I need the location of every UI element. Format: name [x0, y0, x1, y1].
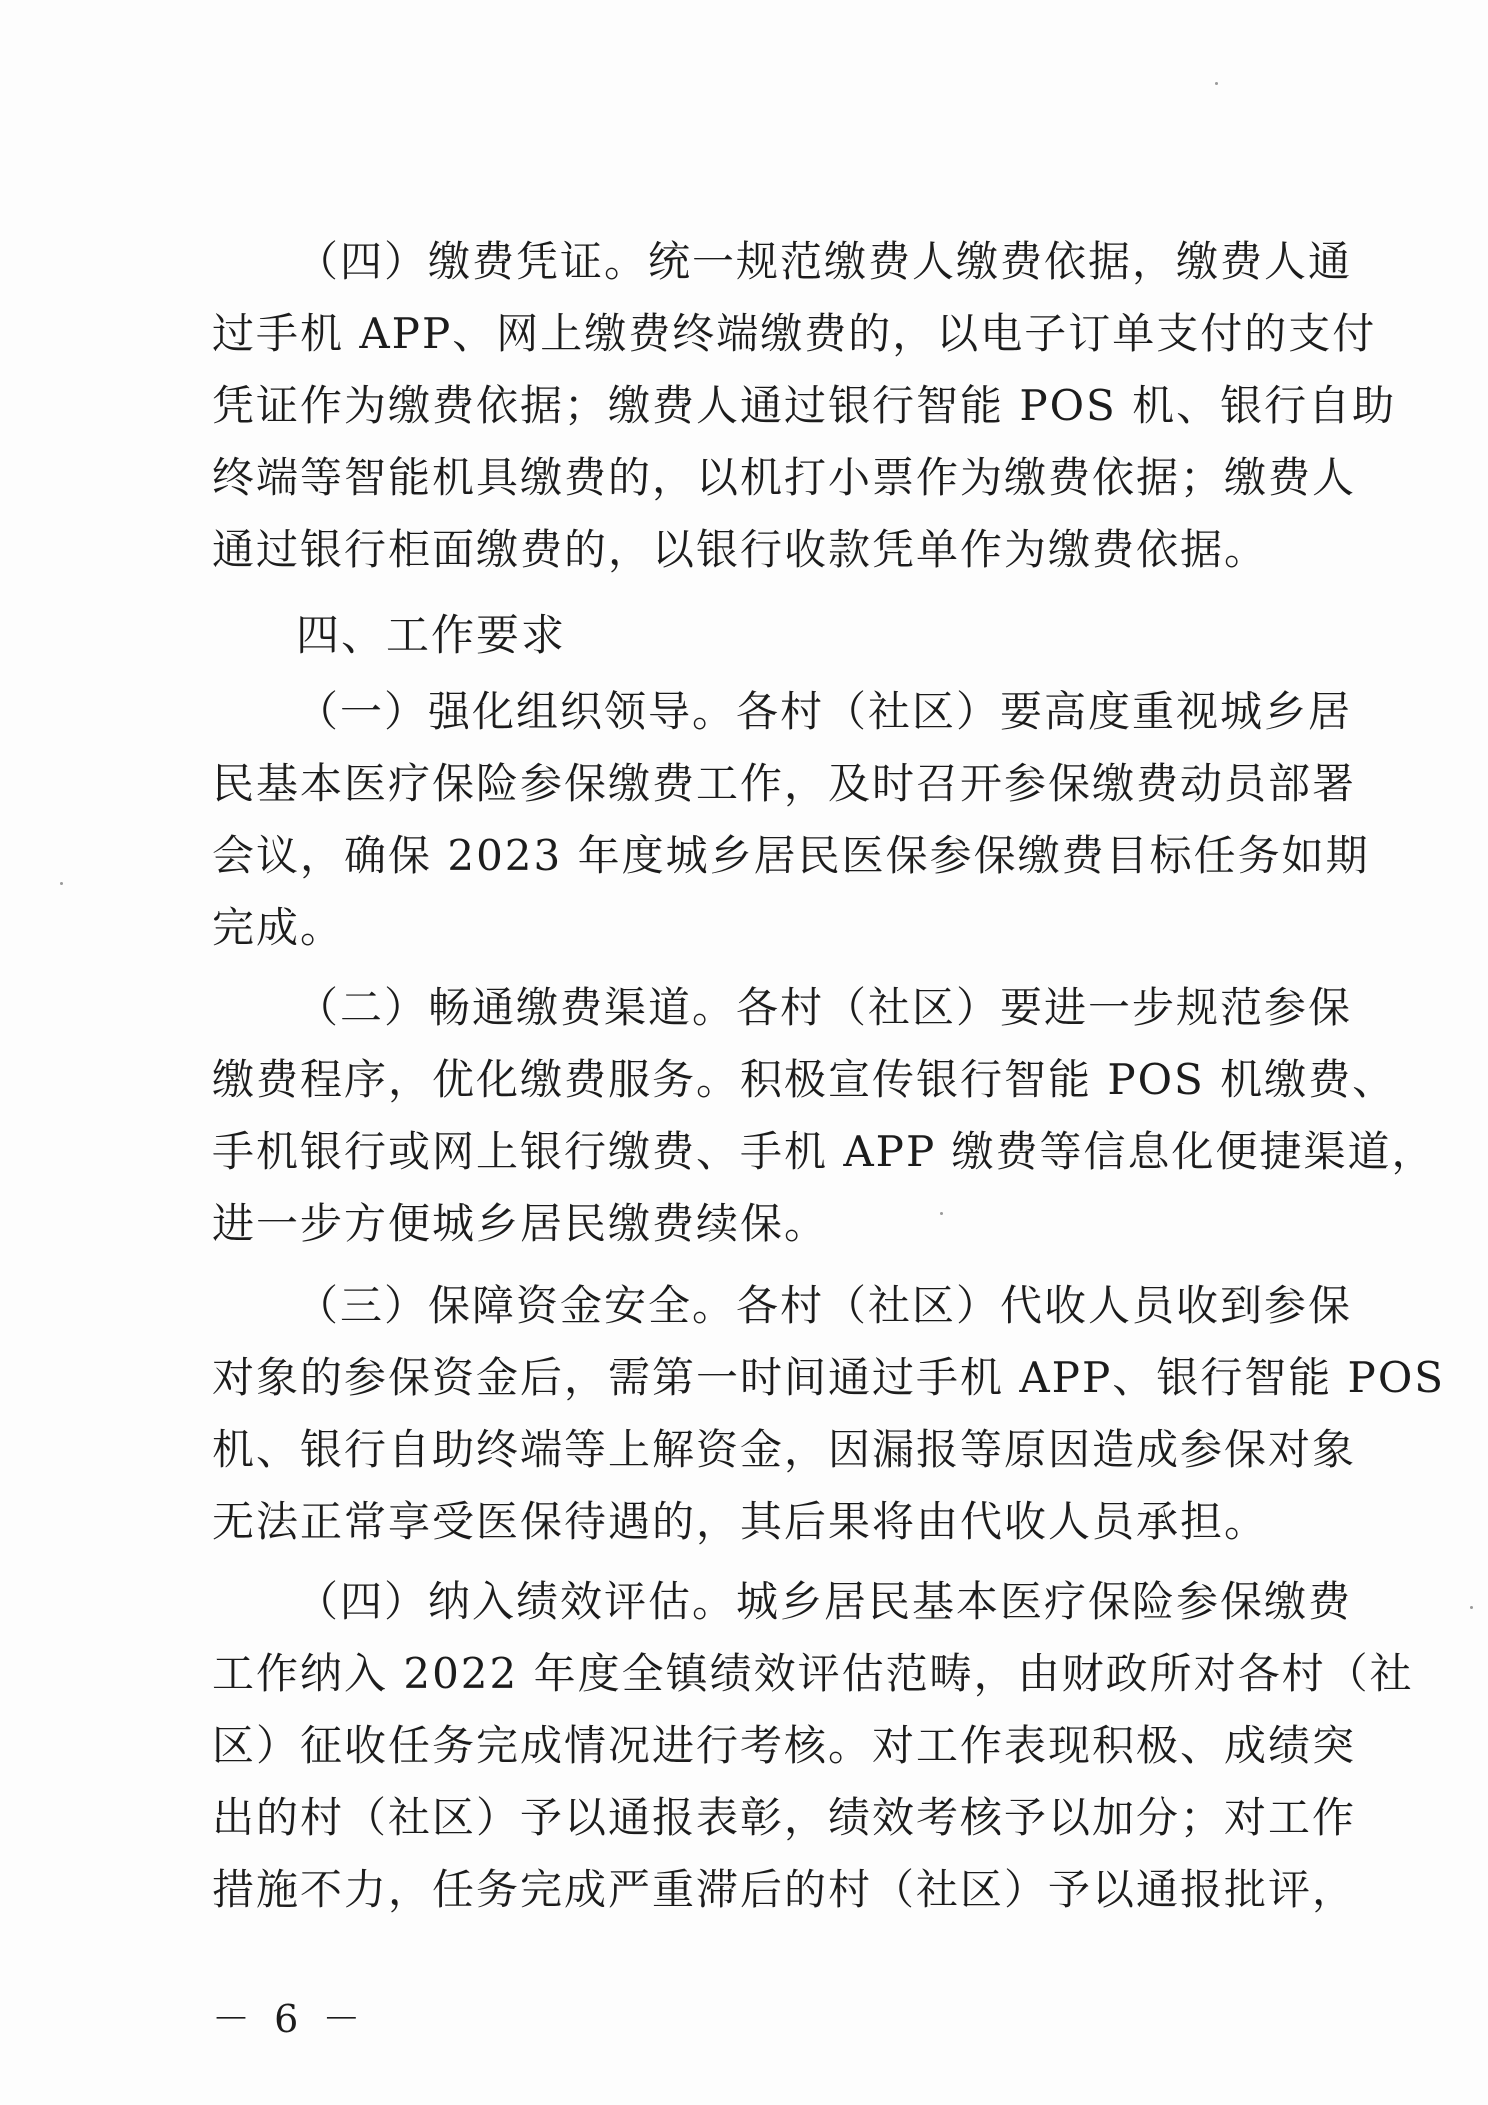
paragraph-line: 区）征收任务完成情况进行考核。对工作表现积极、成绩突 — [212, 1721, 1357, 1770]
paragraph-line: 通过银行柜面缴费的，以银行收款凭单作为缴费依据。 — [212, 525, 1269, 574]
paragraph-line: （四）纳入绩效评估。城乡居民基本医疗保险参保缴费 — [296, 1577, 1353, 1626]
scan-speck — [1470, 1606, 1473, 1609]
paragraph-line: （二）畅通缴费渠道。各村（社区）要进一步规范参保 — [296, 983, 1353, 1032]
paragraph-line: （一）强化组织领导。各村（社区）要高度重视城乡居 — [296, 687, 1353, 736]
paragraph-line: 对象的参保资金后，需第一时间通过手机 APP、银行智能 POS — [212, 1353, 1446, 1402]
page-number: － 6 － — [212, 1997, 367, 2041]
paragraph-line: 缴费程序，优化缴费服务。积极宣传银行智能 POS 机缴费、 — [212, 1055, 1397, 1104]
paragraph-line: 进一步方便城乡居民缴费续保。 — [212, 1199, 829, 1248]
paragraph-line: 完成。 — [212, 903, 345, 952]
paragraph-line: 终端等智能机具缴费的，以机打小票作为缴费依据；缴费人 — [212, 453, 1357, 502]
paragraph-line: （四）缴费凭证。统一规范缴费人缴费依据，缴费人通 — [296, 237, 1353, 286]
paragraph-line: 凭证作为缴费依据；缴费人通过银行智能 POS 机、银行自助 — [212, 381, 1397, 430]
paragraph-line: 措施不力，任务完成严重滞后的村（社区）予以通报批评， — [212, 1865, 1357, 1914]
paragraph-line: 手机银行或网上银行缴费、手机 APP 缴费等信息化便捷渠道， — [212, 1127, 1436, 1176]
paragraph-line: 过手机 APP、网上缴费终端缴费的，以电子订单支付的支付 — [212, 309, 1377, 358]
paragraph-line: 会议，确保 2023 年度城乡居民医保参保缴费目标任务如期 — [212, 831, 1370, 880]
scan-speck — [940, 1212, 943, 1215]
paragraph-line: （三）保障资金安全。各村（社区）代收人员收到参保 — [296, 1281, 1353, 1330]
paragraph-line: 出的村（社区）予以通报表彰，绩效考核予以加分；对工作 — [212, 1793, 1357, 1842]
paragraph-line: 无法正常享受医保待遇的，其后果将由代收人员承担。 — [212, 1497, 1269, 1546]
scan-speck — [1215, 82, 1218, 85]
scan-speck — [60, 882, 63, 885]
section-heading: 四、工作要求 — [296, 611, 566, 661]
paragraph-line: 机、银行自助终端等上解资金，因漏报等原因造成参保对象 — [212, 1425, 1357, 1474]
paragraph-line: 工作纳入 2022 年度全镇绩效评估范畴，由财政所对各村（社 — [212, 1649, 1414, 1698]
paragraph-line: 民基本医疗保险参保缴费工作，及时召开参保缴费动员部署 — [212, 759, 1357, 808]
